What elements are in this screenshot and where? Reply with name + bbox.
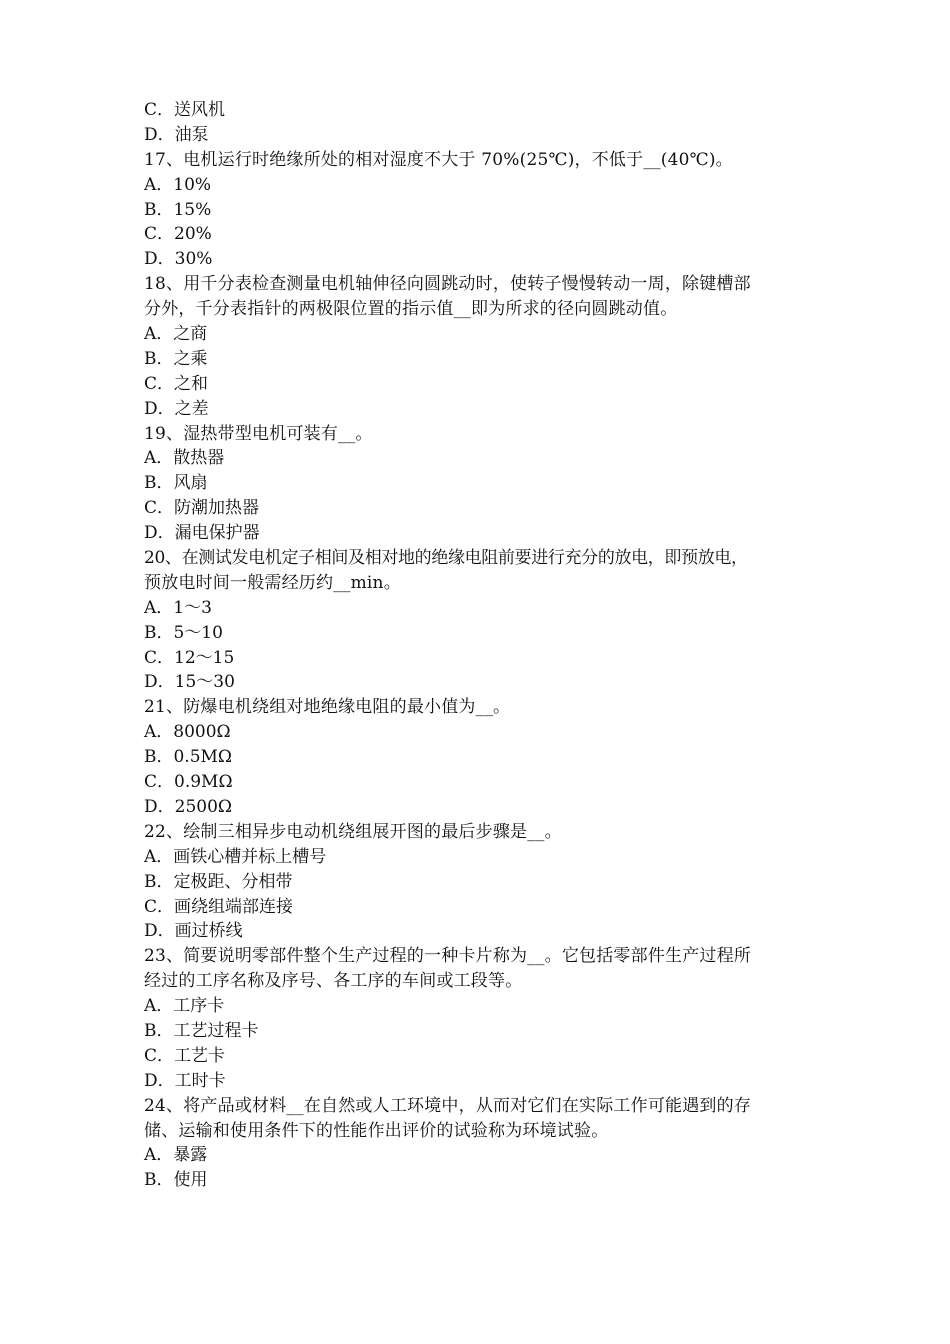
option-line: B．0.5MΩ <box>144 747 233 768</box>
option-line: C．防潮加热器 <box>144 498 260 519</box>
option-line: C．送风机 <box>144 100 226 120</box>
option-line: A．工序卡 <box>144 996 225 1017</box>
option-line: C．工艺卡 <box>144 1045 226 1066</box>
option-line: A．之商 <box>144 324 208 345</box>
question-23: 23、简要说明零部件整个生产过程的一种卡片称为__。它包括零部件生产过程所 <box>144 946 752 967</box>
option-line: B．风扇 <box>144 473 208 494</box>
document-page <box>144 98 809 1193</box>
option-line: D．之差 <box>144 398 209 419</box>
question-17: 17、电机运行时绝缘所处的相对湿度不大于 70%(25℃)，不低于__(40℃)。 <box>144 149 733 170</box>
question-21: 21、防爆电机绕组对地绝缘电阻的最小值为__。 <box>144 697 511 718</box>
option-line: D．工时卡 <box>144 1070 226 1091</box>
option-line: B．5～10 <box>144 622 223 643</box>
option-line: A．10% <box>144 174 212 195</box>
question-24-continued: 储、运输和使用条件下的性能作出评价的试验称为环境试验。 <box>144 1120 609 1141</box>
option-line: C．之和 <box>144 373 209 394</box>
question-22: 22、绘制三相异步电动机绕组展开图的最后步骤是__。 <box>144 821 562 842</box>
option-line: B．使用 <box>144 1170 208 1191</box>
option-line: C．12～15 <box>144 647 235 668</box>
question-18-continued: 分外，千分表指针的两极限位置的指示值__即为所求的径向圆跳动值。 <box>144 299 678 320</box>
option-line: A．画铁心槽并标上槽号 <box>144 846 327 867</box>
option-line: D．漏电保护器 <box>144 523 260 544</box>
option-line: A．8000Ω <box>144 722 231 743</box>
option-line: C．画绕组端部连接 <box>144 896 294 917</box>
option-line: A．散热器 <box>144 448 225 469</box>
option-line: C．0.9MΩ <box>144 772 233 793</box>
option-line: B．定极距、分相带 <box>144 871 293 892</box>
question-19: 19、湿热带型电机可装有__。 <box>144 423 373 444</box>
option-line: D．15～30 <box>144 672 235 693</box>
question-20: 20、在测试发电机定子相间及相对地的绝缘电阻前要进行充分的放电，即预放电， <box>144 548 748 569</box>
option-line: B．工艺过程卡 <box>144 1020 259 1041</box>
option-line: A．暴露 <box>144 1145 208 1166</box>
option-line: C．20% <box>144 224 212 245</box>
option-line: B．之乘 <box>144 348 208 369</box>
option-line: D．画过桥线 <box>144 921 243 942</box>
option-line: B．15% <box>144 199 212 220</box>
option-line: D．30% <box>144 249 213 270</box>
option-line: D．油泵 <box>144 124 209 145</box>
option-line: D．2500Ω <box>144 796 232 817</box>
question-18: 18、用千分表检查测量电机轴伸径向圆跳动时，使转子慢慢转动一周，除键槽部 <box>144 274 751 295</box>
question-23-continued: 经过的工序名称及序号、各工序的车间或工段等。 <box>144 971 523 992</box>
question-20-continued: 预放电时间一般需经历约__min。 <box>144 572 401 593</box>
question-24: 24、将产品或材料__在自然或人工环境中，从而对它们在实际工作可能遇到的存 <box>144 1095 752 1116</box>
option-line: A．1～3 <box>144 597 212 618</box>
